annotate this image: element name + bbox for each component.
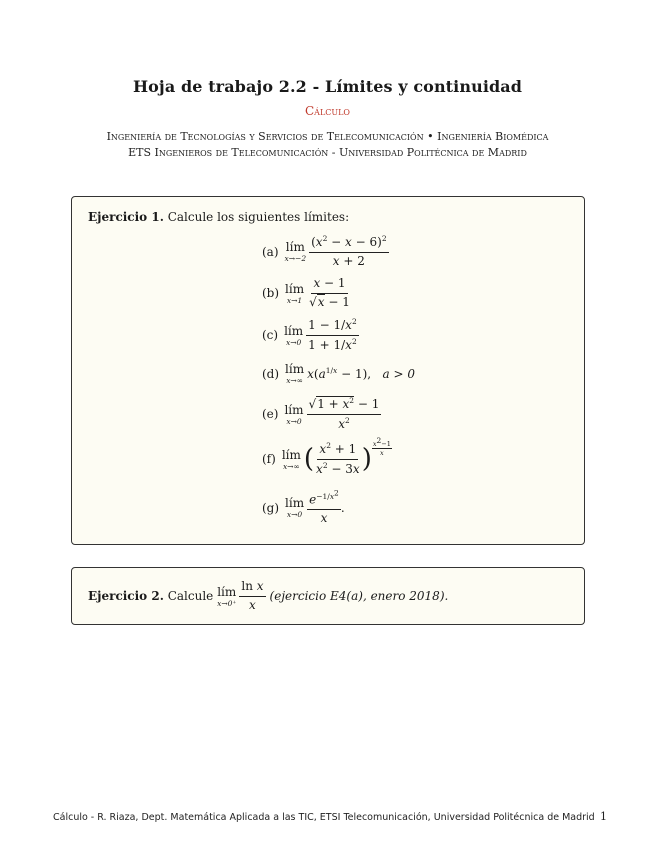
institution-line-1: Ingeniería de Tecnologías y Servicios de Telecomunicación • Ingeniería Biomédica <box>106 130 549 143</box>
item-label: (d) <box>262 366 280 381</box>
limit-item-a <box>262 235 389 269</box>
exercise-2-label: Ejercicio 2. <box>88 589 164 604</box>
exercise-1-label: Ejercicio 1. <box>88 210 164 224</box>
item-label: (b) <box>262 286 280 301</box>
item-label: (c) <box>262 328 279 343</box>
fraction: $\frac{1 - 1/x^2}{1 + 1/x^2}$ <box>308 317 357 352</box>
lim-operator: lím x→0⁺ <box>217 584 237 608</box>
exponent: $x^2-1$ x <box>372 436 391 458</box>
limit-item-f: (f) lím x→∞ ( $\frac{x^2 + 1}{x^2 - 3x}$ ) $x^2-1$ x <box>262 436 391 476</box>
item-label: (g) <box>262 500 280 515</box>
condition: a > 0 <box>382 366 416 381</box>
limit-item-d: (d) lím x→∞ $x(a^{1/x} - 1)$, a > 0 <box>262 362 416 385</box>
limit-item-b <box>262 277 352 310</box>
lim-operator: lím x→0 <box>285 495 305 519</box>
lim-operator: lím x→∞ <box>281 447 301 471</box>
exercise-1-heading <box>88 210 349 224</box>
exercise-2-statement: Calcule <box>167 589 214 604</box>
fraction: $\frac{x^2 + 1}{x^2 - 3x}$ <box>316 441 360 476</box>
exercise-1-box <box>71 196 585 545</box>
exercise-2-box <box>71 567 585 625</box>
limit-item-g: (g) lím x→0 $\frac{e^{-1/x^2}}{x}$ . <box>262 488 345 526</box>
page-number: 1 <box>600 810 607 823</box>
course-subject: Cálculo <box>304 104 350 118</box>
page-footer: Cálculo - R. Riaza, Dept. Matemática Aplicada a las TIC, ETSI Telecomunicación, Universidad Politécnica de Madrid <box>53 812 595 823</box>
exercise-2-content <box>88 580 448 613</box>
fraction: $\frac{(x^2 - x - 6)^2}{x + 2}$ <box>311 234 387 268</box>
lim-operator: lím x→0 <box>284 323 304 347</box>
lim-operator: lím x→1 <box>285 281 305 305</box>
lim-operator: lím x→∞ <box>285 362 305 385</box>
page-title: Hoja de trabajo 2.2 - Límites y continuidad <box>132 77 523 96</box>
lim-operator: lím x→−2 <box>284 240 307 264</box>
fraction: $\frac{e^{-1/x^2}}{x}$ <box>309 488 339 526</box>
limit-item-c <box>262 318 359 353</box>
exercise-1-statement: Calcule los siguientes límites: <box>167 210 350 224</box>
fraction: $\frac{\text{ln x}}{x}$ <box>241 579 264 612</box>
limit-item-e <box>262 397 381 432</box>
item-label: (a) <box>262 244 279 259</box>
item-label: (f) <box>262 452 276 467</box>
lim-operator: lím x→0 <box>284 402 304 426</box>
fraction: $\frac{x - 1}{√x - 1}$ <box>309 276 350 309</box>
item-label: (e) <box>262 407 279 422</box>
fraction: $\frac{√1 + x^2 - 1}{x^2}$ <box>308 396 380 431</box>
exercise-2-citation: (ejercicio E4(a), enero 2018). <box>269 589 449 604</box>
institution-line-2: ETS Ingenieros de Telecomunicación - Universidad Politécnica de Madrid <box>128 146 527 159</box>
